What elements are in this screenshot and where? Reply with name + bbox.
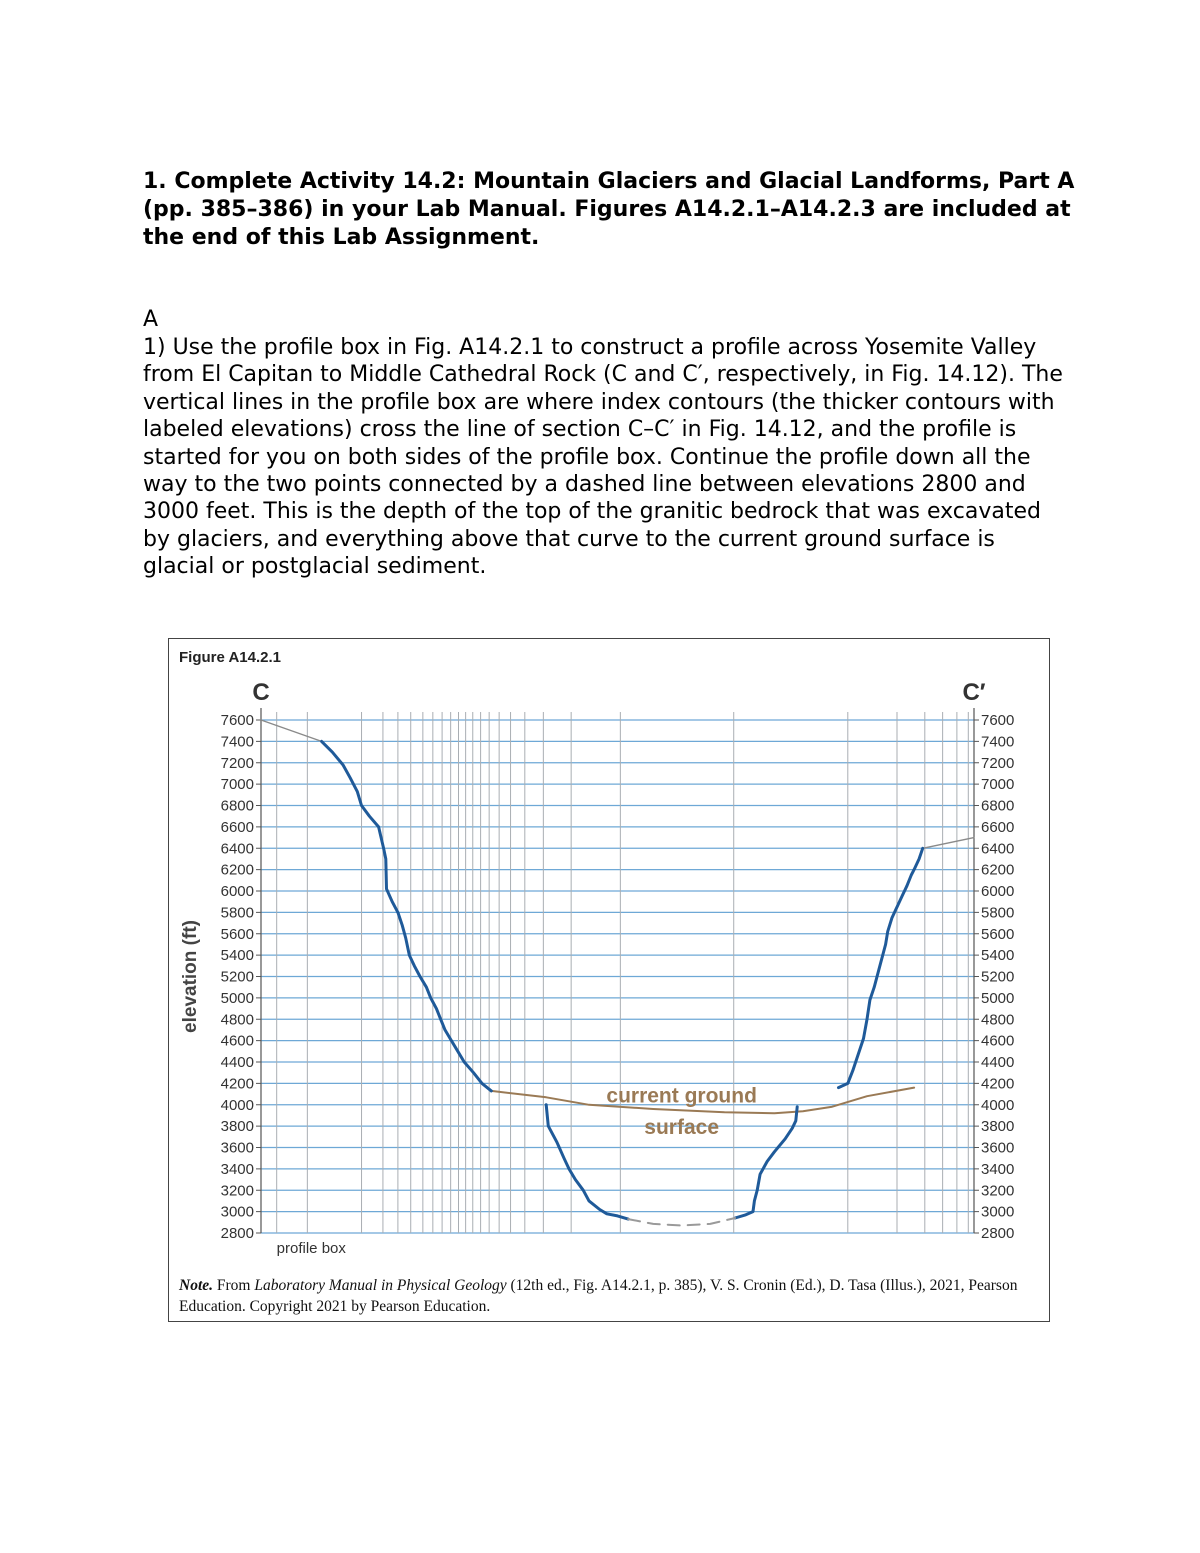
series-starter-profile-left — [261, 720, 322, 741]
figure-title: Figure A14.2.1 — [179, 649, 281, 666]
tick-label-right: 5400 — [981, 947, 1015, 965]
endpoint-label-c: C — [252, 679, 270, 706]
tick-label-left: 4600 — [220, 1032, 254, 1050]
annotation-line-2: surface — [644, 1116, 720, 1140]
figure-note — [179, 1275, 1039, 1317]
figure-container — [168, 638, 1050, 1322]
tick-label-left: 7600 — [220, 712, 254, 729]
annotation-line-1: current ground — [606, 1084, 757, 1108]
tick-label-left: 7200 — [220, 754, 254, 772]
tick-label-left: 7000 — [220, 776, 254, 794]
y-axis-label: elevation (ft) — [180, 920, 201, 1033]
tick-label-left: 5000 — [220, 989, 254, 1007]
tick-label-left: 4400 — [220, 1054, 254, 1071]
tick-label-left: 5600 — [220, 925, 254, 943]
tick-label-right: 7000 — [981, 776, 1015, 794]
tick-label-right: 6600 — [981, 818, 1015, 836]
tick-label-left: 6800 — [220, 797, 254, 815]
series-starter-profile-right — [923, 838, 974, 849]
tick-label-left: 5200 — [220, 968, 254, 986]
tick-label-left: 3800 — [220, 1118, 254, 1136]
tick-label-right: 6400 — [981, 840, 1015, 858]
tick-label-left: 3600 — [220, 1139, 254, 1157]
tick-label-left: 6200 — [220, 861, 254, 879]
tick-label-left: 6000 — [220, 883, 254, 900]
assignment-heading: 1. Complete Activity 14.2: Mountain Glaciers and Glacial Landforms, Part A (pp. 385–386) in your Lab Manual. Figures A14.2.1–A14.2.3 are included at the end of this Lab Assignment. — [143, 169, 1075, 250]
tick-label-right: 2800 — [981, 1225, 1015, 1242]
tick-label-left: 3400 — [220, 1160, 254, 1178]
profile-chart — [169, 639, 1049, 1269]
tick-label-right: 5600 — [981, 925, 1015, 943]
question-text: 1) Use the profile box in Fig. A14.2.1 to construct a profile across Yosemite Valley from El Capitan to Middle Cathedral Rock (C and C′, respectively, in Fig. 14.12). The vertical lines in the profile box are where index contours (the thicker contours with labeled elevations) cross the line of section C–C′ in Fig. 14.12, and the profile is started for you on both sides of the profile box. Continue the profile down all the way to the two points connected by a dashed line between elevations 2800 and 3000 feet. This is the depth of the top of the granitic bedrock that was excavated by glaciers, and everything above that curve to the current ground surface is glacial or postglacial sediment. — [143, 335, 1063, 580]
tick-label-right: 6000 — [981, 883, 1015, 900]
tick-label-right: 4200 — [981, 1075, 1015, 1093]
tick-label-right: 3000 — [981, 1203, 1015, 1221]
tick-label-right: 5200 — [981, 968, 1015, 986]
series-bedrock-profile-right — [735, 1107, 797, 1218]
tick-label-right: 3800 — [981, 1118, 1015, 1136]
tick-label-right: 3200 — [981, 1182, 1015, 1200]
tick-label-left: 7400 — [220, 733, 254, 751]
tick-label-right: 3400 — [981, 1160, 1015, 1178]
tick-label-right: 6200 — [981, 861, 1015, 879]
tick-label-left: 4800 — [220, 1011, 254, 1029]
tick-label-right: 7200 — [981, 754, 1015, 772]
tick-label-left: 2800 — [220, 1225, 254, 1242]
endpoint-label-c-prime: C′ — [962, 679, 986, 706]
x-axis-label: profile box — [276, 1240, 346, 1257]
tick-label-left: 4200 — [220, 1075, 254, 1093]
tick-label-right: 5000 — [981, 989, 1015, 1007]
note-citation: (12th ed., Fig. A14.2.1, p. 385), V. S. Cronin (Ed.), D. Tasa (Illus.), 2021, Pearson Education. Copyright 2021 by Pearson Education. — [179, 1277, 1018, 1315]
tick-label-right: 4600 — [981, 1032, 1015, 1050]
tick-label-right: 4800 — [981, 1011, 1015, 1029]
tick-label-left: 5800 — [220, 904, 254, 922]
tick-label-right: 4000 — [981, 1096, 1015, 1114]
tick-label-right: 7400 — [981, 733, 1015, 751]
tick-label-left: 4000 — [220, 1096, 254, 1114]
tick-label-right: 7600 — [981, 712, 1015, 729]
tick-label-left: 3000 — [220, 1203, 254, 1221]
tick-label-left: 3200 — [220, 1182, 254, 1200]
part-letter: A — [143, 307, 159, 332]
tick-label-left: 5400 — [220, 947, 254, 965]
note-from: From — [216, 1277, 251, 1294]
tick-label-right: 5800 — [981, 904, 1015, 922]
note-label: Note. — [179, 1277, 214, 1294]
tick-label-right: 6800 — [981, 797, 1015, 815]
series-constructed-profile-right — [839, 848, 923, 1087]
tick-label-right: 4400 — [981, 1054, 1015, 1071]
series-bedrock-profile-left — [546, 1105, 628, 1219]
tick-label-left: 6400 — [220, 840, 254, 858]
tick-label-right: 3600 — [981, 1139, 1015, 1157]
note-book-title: Laboratory Manual in Physical Geology — [254, 1277, 507, 1294]
series-dashed-bedrock-connection — [628, 1218, 735, 1226]
tick-label-left: 6600 — [220, 818, 254, 836]
